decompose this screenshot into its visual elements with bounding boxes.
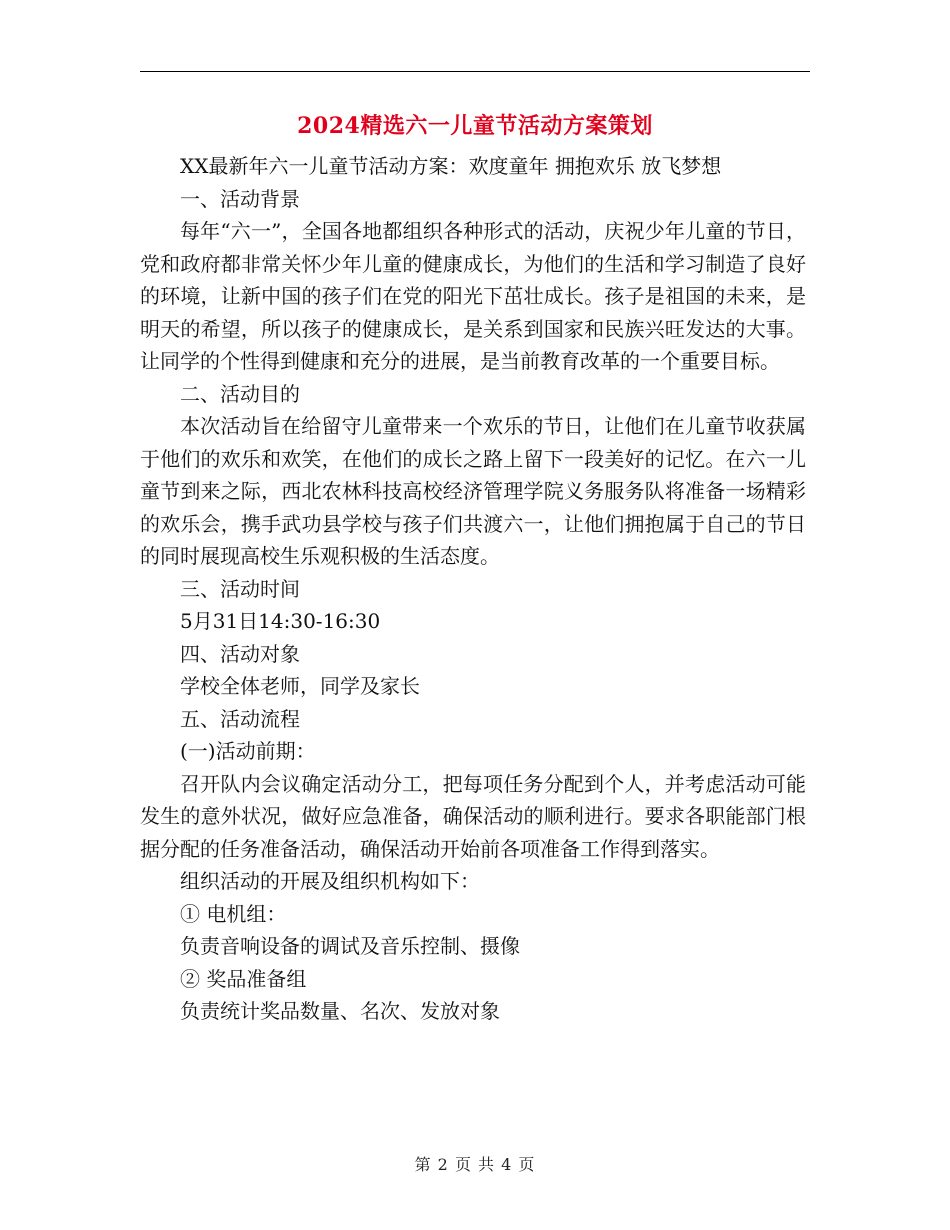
paragraph-time: 5月31日14:30-16:30	[180, 609, 381, 633]
paragraph-intro: XX最新年六一儿童节活动方案：欢度童年 拥抱欢乐 放飞梦想	[180, 154, 722, 178]
paragraph-organization: 组织活动的开展及组织机构如下：	[180, 869, 480, 893]
heading-time: 三、活动时间	[180, 576, 300, 601]
heading-purpose: 二、活动目的	[180, 381, 300, 406]
heading-background: 一、活动背景	[180, 186, 300, 211]
list-item-prize-group: ② 奖品准备组	[180, 966, 307, 991]
paragraph-prize-group: 负责统计奖品数量、名次、发放对象	[180, 999, 500, 1023]
paragraph-pre-activity: 召开队内会议确定活动分工，把每项任务分配到个人，并考虑活动可能发生的意外状况，做好应急准备，确保活动的顺利进行。要求各职能部门根据分配的任务准备活动，确保活动开始前各项准备工作得到落实。	[140, 771, 806, 861]
heading-audience: 四、活动对象	[180, 641, 300, 666]
subheading-pre-activity: (一)活动前期：	[180, 739, 316, 763]
paragraph-background: 每年“六一”，全国各地都组织各种形式的活动，庆祝少年儿童的节日，党和政府都非常关怀少年儿童的健康成长，为他们的生活和学习制造了良好的环境，让新中国的孩子们在党的阳光下茁壮成长。孩子是祖国的未来，是明天的希望，所以孩子的健康成长，是关系到国家和民族兴旺发达的大事。让同学的个性得到健康和充分的进展，是当前教育改革的一个重要目标。	[140, 219, 806, 373]
document-title: 2024精选六一儿童节活动方案策划	[297, 113, 653, 139]
paragraph-electrical-group: 负责音响设备的调试及音乐控制、摄像	[180, 934, 520, 958]
header-rule	[140, 71, 810, 72]
heading-process: 五、活动流程	[180, 706, 300, 731]
list-item-electrical-group: ① 电机组：	[180, 901, 287, 926]
page-number: 第 2 页 共 4 页	[414, 1155, 536, 1174]
document-body	[140, 150, 806, 1028]
paragraph-audience: 学校全体老师，同学及家长	[180, 674, 420, 698]
paragraph-purpose: 本次活动旨在给留守儿童带来一个欢乐的节日，让他们在儿童节收获属于他们的欢乐和欢笑，在他们的成长之路上留下一段美好的记忆。在六一儿童节到来之际，西北农林科技高校经济管理学院义务服务队将准备一场精彩的欢乐会，携手武功县学校与孩子们共渡六一，让他们拥抱属于自己的节日的同时展现高校生乐观积极的生活态度。	[140, 414, 806, 568]
